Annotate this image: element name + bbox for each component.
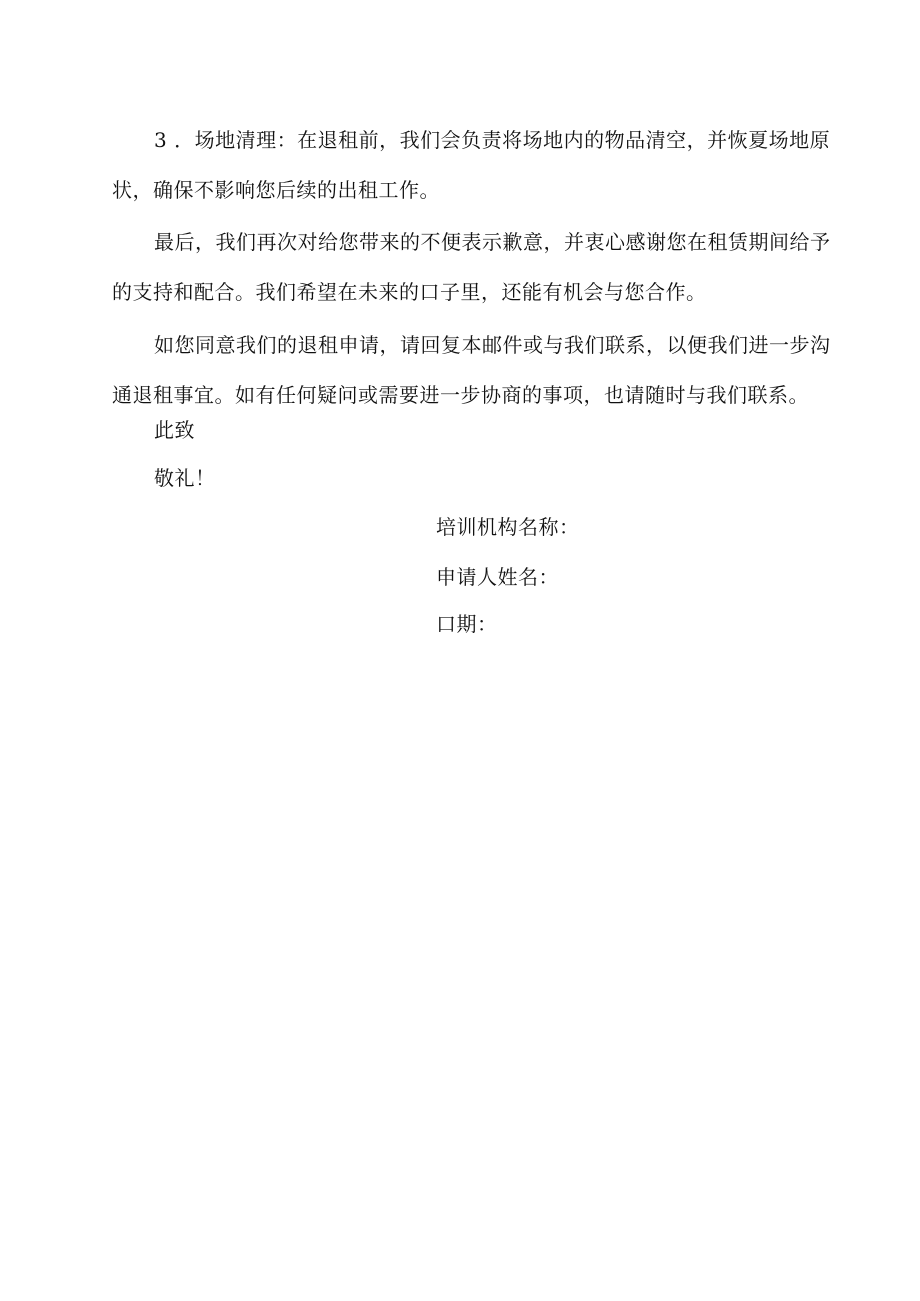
- request-line-1: 如您同意我们的退租申请，请回复本邮件或与我们联系，以便我们进一步沟: [154, 333, 831, 357]
- signature-applicant-label: 申请人姓名：: [436, 565, 559, 589]
- salutation-ci-zhi: 此致: [154, 418, 195, 442]
- closing-line-1: 最后，我们再次对给您带来的不便表示歉意，并衷心感谢您在租赁期间给予: [154, 230, 831, 254]
- closing-line-2: 的支持和配合。我们希望在未来的口子里，还能有机会与您合作。: [112, 280, 707, 304]
- closing-paragraph: [112, 217, 831, 317]
- item-3-line-1: 3 ．场地清理：在退租前，我们会负责将场地内的物品清空，并恢夏场地原: [154, 128, 831, 152]
- signature-date-label: 口期：: [436, 612, 498, 636]
- signature-org-label: 培训机构名称：: [436, 515, 580, 539]
- request-line-2: 通退租事宜。如有任何疑问或需要进一步协商的事项，也请随时与我们联系。: [112, 383, 809, 407]
- item-3-paragraph: [112, 115, 831, 215]
- request-paragraph: [112, 320, 831, 420]
- salutation-jing-li: 敬礼！: [154, 466, 216, 490]
- item-3-line-2: 状，确保不影响您后续的出租工作。: [112, 178, 440, 202]
